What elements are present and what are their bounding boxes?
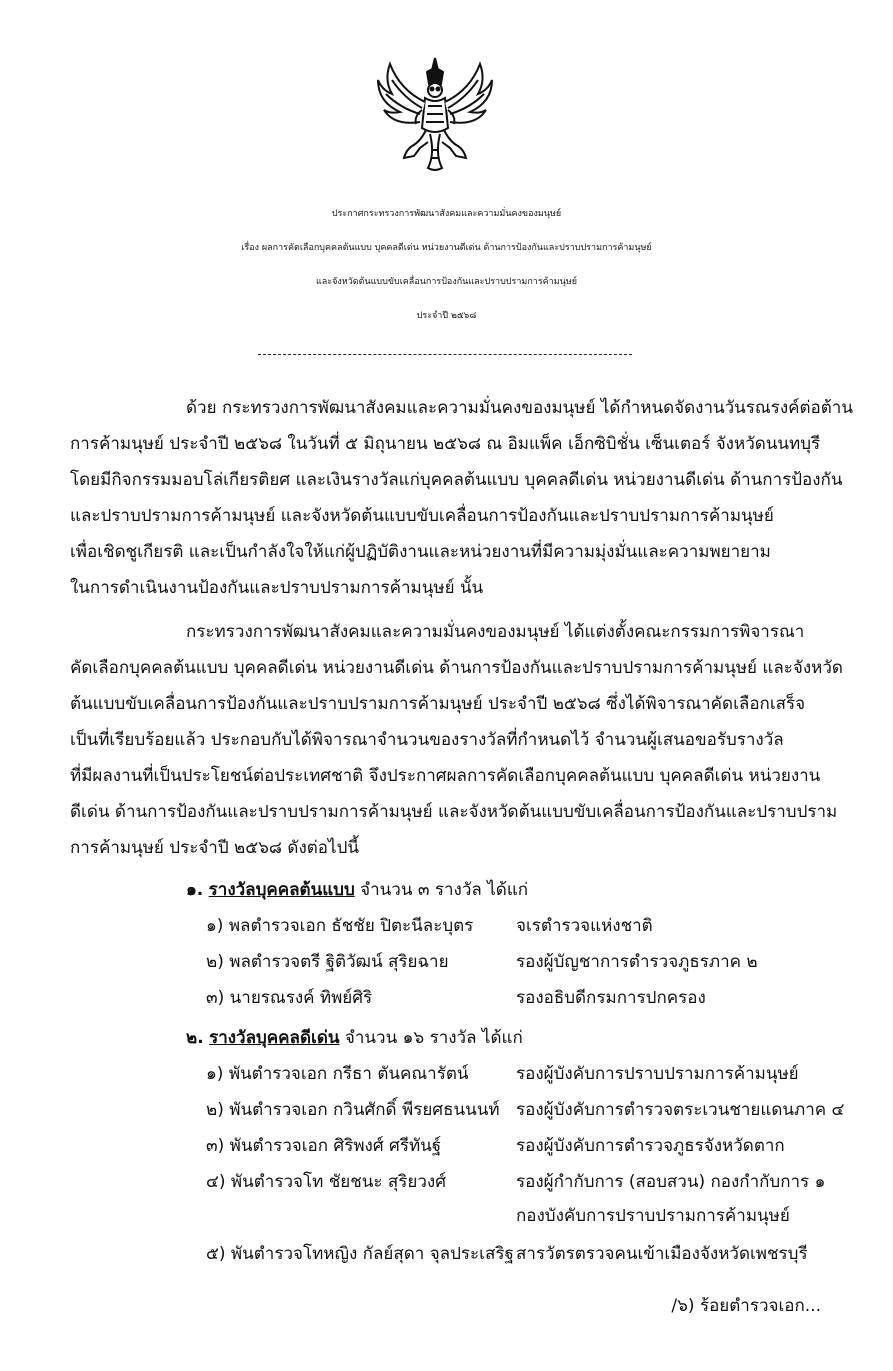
subject-year: ประจำปี ๒๕๖๘ — [416, 311, 477, 321]
section-1-heading — [186, 876, 528, 903]
paragraph-1-line: ในการดำเนินงานป้องกันและปราบปรามการค้ามนุษย์ นั้น — [70, 578, 484, 598]
awardee-position: รองผู้บังคับการปราบปรามการค้ามนุษย์ — [516, 1064, 799, 1084]
paragraph-2-line: ดีเด่น ด้านการป้องกันและปราบปรามการค้ามนุษย์ และจังหวัดต้นแบบขับเคลื่อนการป้องกันและปราบปราม — [70, 802, 838, 822]
paragraph-2-line: ที่มีผลงานที่เป็นประโยชน์ต่อประเทศชาติ จึงประกาศผลการคัดเลือกบุคคลต้นแบบ บุคคลดีเด่น หน่วยงาน — [70, 766, 821, 786]
awardee-name: ๔) พันตำรวจโท ชัยชนะ สุริยวงศ์ — [206, 1172, 446, 1192]
awardee-position: รองผู้บังคับการตำรวจภูธรจังหวัดตาก — [516, 1136, 785, 1156]
announcement-title: ประกาศกระทรวงการพัฒนาสังคมและความมั่นคงของมนุษย์ — [331, 209, 562, 219]
paragraph-1-line: ด้วย กระทรวงการพัฒนาสังคมและความมั่นคงของมนุษย์ ได้กำหนดจัดงานวันรณรงค์ต่อต้าน — [186, 398, 853, 418]
paragraph-1-line: เพื่อเชิดชูเกียรติ และเป็นกำลังใจให้แก่ผู้ปฏิบัติงานและหน่วยงานที่มีความมุ่งมั่นและความพยายาม — [70, 542, 771, 562]
awardee-name: ๓) พันตำรวจเอก ศิริพงศ์ ศรีทันฐ์ — [206, 1136, 442, 1156]
awardee-name: ๑) พันตำรวจเอก กรีธา ตันคณารัตน์ — [206, 1064, 469, 1084]
divider — [258, 354, 632, 355]
awardee-name: ๒) พลตำรวจตรี ฐิติวัฒน์ สุริยฉาย — [206, 952, 449, 972]
section-1-count: จำนวน ๓ รางวัล ได้แก่ — [360, 880, 529, 900]
paragraph-2-line: กระทรวงการพัฒนาสังคมและความมั่นคงของมนุษย์ ได้แต่งตั้งคณะกรรมการพิจารณา — [186, 622, 805, 642]
subject-line-2: และจังหวัดต้นแบบขับเคลื่อนการป้องกันและปราบปรามการค้ามนุษย์ — [315, 277, 578, 287]
paragraph-1-line: การค้ามนุษย์ ประจำปี ๒๕๖๘ ในวันที่ ๕ มิถุนายน ๒๕๖๘ ณ อิมแพ็ค เอ็กซิบิชั่น เซ็นเตอร์ จังหวัดนนทบุรี — [70, 434, 821, 454]
subject-line: เรื่อง ผลการคัดเลือกบุคคลต้นแบบ บุคคลดีเด่น หน่วยงานดีเด่น ด้านการป้องกันและปราบปรามการค้ามนุษย์ — [241, 243, 652, 253]
paragraph-2-line: คัดเลือกบุคคลต้นแบบ บุคคลดีเด่น หน่วยงานดีเด่น ด้านการป้องกันและปราบปรามการค้ามนุษย์ และจังหวัด — [70, 658, 843, 678]
paragraph-2-line: ต้นแบบขับเคลื่อนการป้องกันและปราบปรามการค้ามนุษย์ ประจำปี ๒๕๖๘ ซึ่งได้พิจารณาคัดเลือกเสร็จ — [70, 694, 806, 714]
awardee-name: ๓) นายรณรงค์ ทิพย์ศิริ — [206, 988, 373, 1008]
section-2-title: รางวัลบุคคลดีเด่น — [209, 1028, 340, 1048]
awardee-position-cont: กองบังคับการปราบปรามการค้ามนุษย์ — [516, 1206, 790, 1226]
awardee-position: รองอธิบดีกรมการปกครอง — [516, 988, 706, 1008]
awardee-name: ๑) พลตำรวจเอก ธัชชัย ปิตะนีละบุตร — [206, 916, 474, 936]
awardee-name: ๕) พันตำรวจโทหญิง กัลย์สุดา จุลประเสริฐ — [206, 1244, 514, 1264]
garuda-emblem-icon — [370, 50, 500, 180]
paragraph-1-line: โดยมีกิจกรรมมอบโล่เกียรติยศ และเงินรางวัลแก่บุคคลต้นแบบ บุคคลดีเด่น หน่วยงานดีเด่น ด้านการป้องกัน — [70, 470, 843, 490]
section-2-count: จำนวน ๑๖ รางวัล ได้แก่ — [344, 1028, 523, 1048]
section-2-number: ๒. — [186, 1028, 204, 1048]
awardee-name: ๒) พันตำรวจเอก กวินศักดิ์ พีรยศธนนนท์ — [206, 1100, 500, 1120]
section-1-title: รางวัลบุคคลต้นแบบ — [208, 880, 355, 900]
awardee-position: จเรตำรวจแห่งชาติ — [516, 916, 653, 936]
paragraph-1-line: และปราบปรามการค้ามนุษย์ และจังหวัดต้นแบบขับเคลื่อนการป้องกันและปราบปรามการค้ามนุษย์ — [70, 506, 774, 526]
awardee-position: รองผู้บัญชาการตำรวจภูธรภาค ๒ — [516, 952, 758, 972]
paragraph-2-line: การค้ามนุษย์ ประจำปี ๒๕๖๘ ดังต่อไปนี้ — [70, 838, 359, 858]
continuation-note: /๖) ร้อยตำรวจเอก... — [671, 1296, 821, 1316]
awardee-position: รองผู้กำกับการ (สอบสวน) กองกำกับการ ๑ — [516, 1172, 826, 1192]
section-2-heading — [186, 1024, 523, 1051]
section-1-number: ๑. — [186, 880, 204, 900]
awardee-position: สารวัตรตรวจคนเข้าเมืองจังหวัดเพชรบุรี — [516, 1244, 808, 1264]
awardee-position: รองผู้บังคับการตำรวจตระเวนชายแดนภาค ๔ — [516, 1100, 845, 1120]
paragraph-2-line: เป็นที่เรียบร้อยแล้ว ประกอบกับได้พิจารณาจำนวนของรางวัลที่กำหนดไว้ จำนวนผู้เสนอขอรับรางวัล — [70, 730, 784, 750]
